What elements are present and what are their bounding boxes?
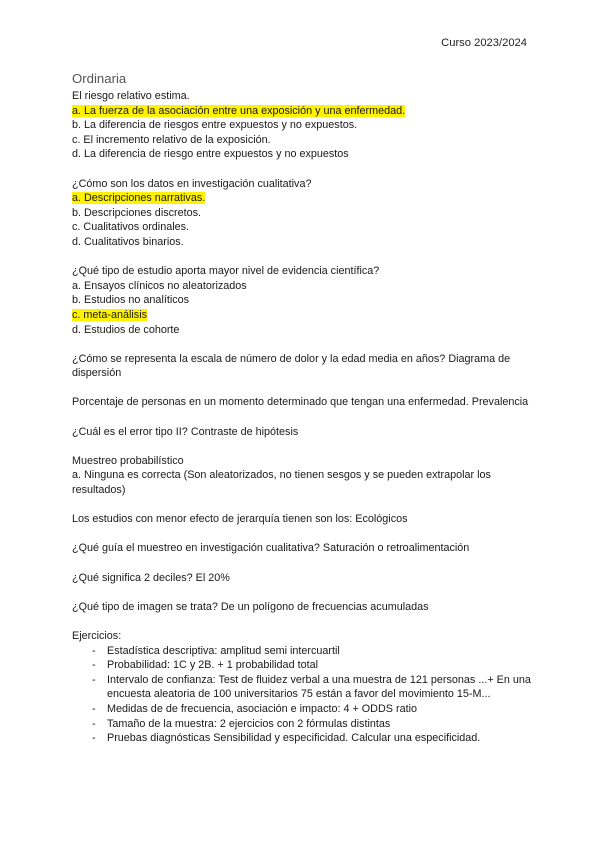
question-block: [72, 177, 532, 250]
question-with-answer: ¿Qué guía el muestreo en investigación cualitativa? Saturación o retroalimentación: [72, 542, 470, 555]
answer-option: b. La diferencia de riesgos entre expuestos y no expuestos.: [72, 119, 358, 132]
answer-option: d. Estudios de cohorte: [72, 323, 180, 336]
bullet-dash: -: [92, 659, 96, 672]
question-block: [72, 264, 532, 337]
correct-answer: c. meta-análisis: [72, 308, 148, 321]
list-item: [72, 731, 532, 746]
answer-option: c. El incremento relativo de la exposición.: [72, 133, 271, 146]
answer-option: d. Cualitativos binarios.: [72, 235, 184, 248]
question-with-answer: ¿Cómo se representa la escala de número de dolor y la edad media en años? Diagrama de dispersión: [72, 352, 511, 380]
exercise-text: Estadística descriptiva: amplitud semi intercuartil: [107, 644, 340, 657]
exercise-text: Tamaño de la muestra: 2 ejercicios con 2 fórmulas distintas: [107, 717, 391, 730]
question-text: Muestreo probabilístico: [72, 454, 184, 467]
answer-option: c. Cualitativos ordinales.: [72, 221, 190, 234]
correct-answer: a. Descripciones narrativas.: [72, 192, 206, 205]
question-with-answer: Los estudios con menor efecto de jerarquía tienen son los: Ecológicos: [72, 513, 408, 526]
exercise-text: Medidas de de frecuencia, asociación e impacto: 4 + ODDS ratio: [107, 702, 417, 715]
bullet-dash: -: [92, 717, 96, 730]
course-header: Curso 2023/2024: [441, 37, 527, 49]
question-text: ¿Qué tipo de estudio aporta mayor nivel de evidencia científica?: [72, 265, 380, 278]
question-block: [72, 454, 532, 498]
list-item: [72, 644, 532, 659]
exercise-text: Intervalo de confianza: Test de fluidez verbal a una muestra de 121 personas ...+ En una encuesta aleatoria de 100 universitarios 75 están a favor del movimiento 15-M...: [107, 673, 531, 701]
list-item: [72, 717, 532, 732]
exercises-section: [72, 629, 532, 746]
question-with-answer: ¿Qué significa 2 deciles? El 20%: [72, 571, 230, 584]
answer-option: b. Descripciones discretos.: [72, 206, 202, 219]
bullet-dash: -: [92, 702, 96, 715]
question-text: El riesgo relativo estima.: [72, 90, 190, 102]
question-text: ¿Cómo son los datos en investigación cualitativa?: [72, 177, 312, 190]
list-item: [72, 702, 532, 717]
question-with-answer: ¿Qué tipo de imagen se trata? De un polígono de frecuencias acumuladas: [72, 600, 429, 613]
list-item: [72, 658, 532, 673]
question-block: [72, 89, 532, 162]
question-with-answer: ¿Cuál es el error tipo II? Contraste de hipótesis: [72, 425, 299, 438]
section-title: Ordinaria: [72, 71, 127, 86]
bullet-dash: -: [92, 732, 96, 745]
document-body: [72, 70, 532, 746]
exercises-list: [72, 644, 532, 746]
answer-option: a. Ensayos clínicos no aleatorizados: [72, 279, 247, 292]
list-item: [72, 673, 532, 702]
bullet-dash: -: [92, 644, 96, 657]
answer-option: a. Ninguna es correcta (Son aleatorizados, no tienen sesgos y se pueden extrapolar los resultados): [72, 469, 491, 497]
question-with-answer: Porcentaje de personas en un momento determinado que tengan una enfermedad. Prevalencia: [72, 396, 529, 409]
answer-option: b. Estudios no analíticos: [72, 294, 190, 307]
correct-answer: a. La fuerza de la asociación entre una exposición y una enfermedad.: [72, 104, 406, 117]
exercises-title: Ejercicios:: [72, 629, 122, 642]
exercise-text: Pruebas diagnósticas Sensibilidad y especificidad. Calcular una especificidad.: [107, 732, 481, 745]
bullet-dash: -: [92, 673, 96, 686]
exercise-text: Probabilidad: 1C y 2B. + 1 probabilidad total: [107, 659, 318, 672]
answer-option: d. La diferencia de riesgo entre expuestos y no expuestos: [72, 148, 349, 161]
